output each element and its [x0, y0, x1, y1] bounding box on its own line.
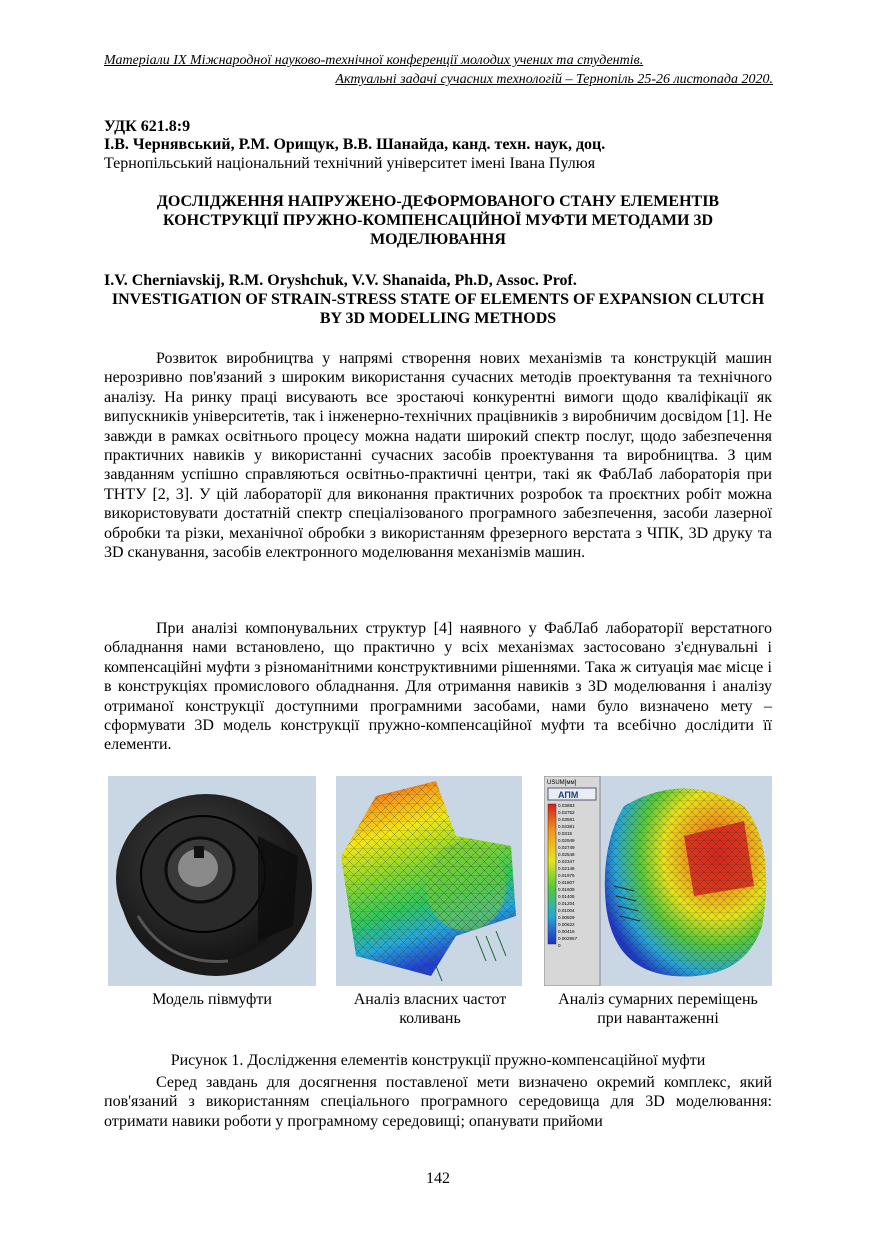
legend-value: 0.0315 [558, 831, 573, 836]
udk-code: УДК 621.8:9 [104, 118, 191, 135]
paragraph-3-container [104, 1073, 772, 1131]
figure-caption-displacement: Аналіз сумарних переміщень при навантаженні [558, 991, 758, 1027]
authors-ua: І.В. Чернявський, Р.М. Орищук, В.В. Шанайда, канд. техн. наук, доц. [104, 136, 606, 153]
legend-value: 0.01004 [558, 908, 575, 913]
legend-value: 0.02749 [558, 845, 575, 850]
figure-image-model [108, 776, 316, 986]
legend-title: USUM[мм] [547, 780, 577, 786]
legend-value: 0.01807 [558, 880, 575, 885]
legend-value: 0.00829 [558, 915, 575, 920]
page-number: 142 [426, 1170, 450, 1187]
figure-1-caption: Рисунок 1. Дослідження елементів конструкції пружно-компенсаційної муфти [170, 1052, 706, 1069]
legend-logo: АПМ [558, 790, 579, 800]
affiliation: Тернопільський національний технічний університет імені Івана Пулюя [104, 155, 596, 172]
conference-header-line2: Актуальні задачі сучасних технологій – Тернопіль 25-26 листопада 2020. [335, 72, 773, 87]
legend-value: 0.01608 [558, 887, 575, 892]
conference-header-line1: Матеріали IX Міжнародної науково-технічної конференції молодих учених та студентів. [104, 53, 644, 68]
figure-caption-model: Модель півмуфти [152, 991, 272, 1008]
legend-value: 0.02548 [558, 852, 575, 857]
legend-value: 0.00622 [558, 922, 575, 927]
paragraph-2: При аналізі компонувальних структур [4] наявного у ФабЛаб лабораторії верстатного обладнання нами встановлено, що практично у всіх механізмах застосовано з'єднувальні і компенсаційні муфти з різноманітними конструктивними рішеннями. Така ж ситуація має місце і в конструкціях промислового обладнання. Для отримання навиків з 3D моделювання і аналізу отриманої конструкції доступними програмними засобами, нами було визначено мету – сформувати 3D модель конструкції пружно-компенсаційної муфти та всебічно дослідити її елементи. [104, 620, 772, 754]
legend-value: 0.03752 [558, 810, 575, 815]
title-en: INVESTIGATION OF STRAIN-STRESS STATE OF ELEMENTS OF EXPANSION CLUTCH BY 3D MODELLING METHODS [111, 291, 765, 327]
legend-value: 0.03883 [558, 803, 575, 808]
displacement-analysis-image [544, 776, 772, 986]
legend-value: 0.02949 [558, 838, 575, 843]
authors-en: I.V. Cherniavskij, R.M. Oryshchuk, V.V. Shanaida, Ph.D, Assoc. Prof. [104, 272, 577, 289]
paragraph-3: Серед завдань для досягнення поставленої мети визначено окремий комплекс, який пов'язаний з використанням спеціального програмного середовища для 3D моделювання: отримати навики роботи у програмному середовищі; опанувати прийоми [104, 1074, 772, 1130]
paragraph-2-container [104, 619, 772, 755]
half-coupling-model-image [108, 776, 316, 986]
legend-value: 0.03381 [558, 824, 575, 829]
figure-image-frequency [336, 776, 522, 986]
legend-value: 0.01405 [558, 894, 575, 899]
legend-value: 0.02148 [558, 866, 575, 871]
legend-value: 0.03581 [558, 817, 575, 822]
legend-value: 0.01976 [558, 873, 575, 878]
paragraph-1: Розвиток виробництва у напрямі створення нових механізмів та конструкцій машин нерозривно пов'язаний з широким використання сучасних методів проектування та технічного аналізу. На ринку праці висувають все зростаючі конкурентні вимоги щодо кваліфікації як випускників університетів, так і інженерно-технічних працівників з виробничим досвідом [1]. Не завжди в рамках освітнього процесу можна надати широкий спектр послуг, щодо забезпечення практичних навиків у використанні сучасних засобів проектування та виробництва. З цим завданням успішно справляються освітньо-практичні центри, такі як ФабЛаб лабораторія при ТНТУ [2, 3]. У цій лабораторії для виконання практичних розробок та проєктних робіт можна використовувати достатній спектр спеціалізованого програмного забезпечення, засоби лазерної обробки та різки, механічної обробки з використанням фрезерного верстата з ЧПК, 3D друку та 3D сканування, засобів електронного моделювання механізмів машин. [104, 350, 772, 562]
figure-caption-frequency: Аналіз власних частот коливань [353, 991, 507, 1027]
paragraph-1-container [104, 349, 772, 562]
legend-value: 0.00415 [558, 929, 575, 934]
legend-value: 0.002957 [558, 936, 578, 941]
legend-value: 0 [558, 943, 561, 948]
title-ua: ДОСЛІДЖЕННЯ НАПРУЖЕНО-ДЕФОРМОВАНОГО СТАНУ ЕЛЕМЕНТІВ КОНСТРУКЦІЇ ПРУЖНО-КОМПЕНСАЦІЙНОЇ МУФТИ МЕТОДАМИ 3D МОДЕЛЮВАННЯ [156, 193, 720, 248]
legend-value: 0.01204 [558, 901, 575, 906]
frequency-analysis-image [336, 776, 522, 986]
legend-value: 0.02347 [558, 859, 575, 864]
figure-image-displacement [544, 776, 772, 986]
